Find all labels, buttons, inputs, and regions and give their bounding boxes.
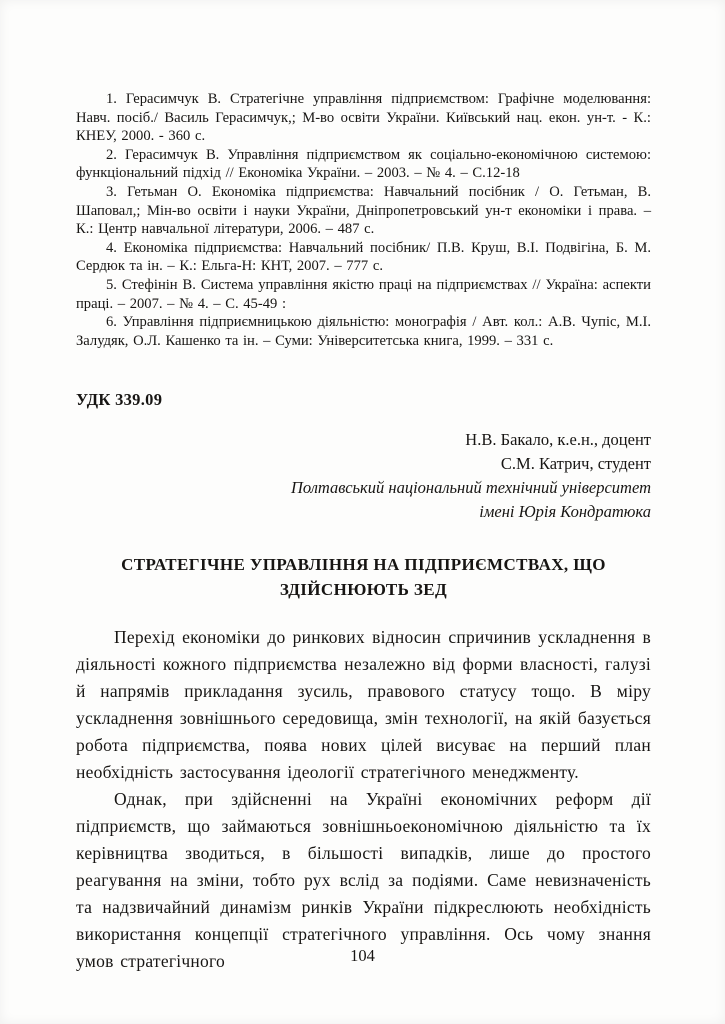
paper-title: СТРАТЕГІЧНЕ УПРАВЛІННЯ НА ПІДПРИЄМСТВАХ, ЩО ЗДІЙСНЮЮТЬ ЗЕД [121, 555, 606, 600]
affiliation-line: Полтавський національний технічний університет [290, 478, 651, 498]
author-line: Н.В. Бакало, к.е.н., доцент [465, 430, 651, 450]
reference-item: 1. Герасимчук В. Стратегічне управління підприємством: Графічне моделювання: Навч. посіб./ Василь Герасимчук,; М-во освіти України. Київський нац. екон. ун-т. - К.: КНЕУ, 2000. - 360 с. [76, 91, 651, 145]
body-paragraph: Перехід економіки до ринкових відносин спричинив ускладнення в діяльності кожного підприємства незалежно від форми власності, галузі й напрямів прикладання зусиль, правового статусу тощо. В міру ускладнення зовнішнього середовища, змін технології, на якій базується робота підприємства, поява нових цілей висуває на перший план необхідність застосування ідеології стратегічного менеджменту. [76, 627, 651, 783]
reference-item: 3. Гетьман О. Економіка підприємства: Навчальний посібник / О. Гетьман, В. Шаповал,; Мін-во освіти і науки України, Дніпропетровський ун-т економіки і права. – К.: Центр навчальної літератури, 2006. – 487 с. [76, 183, 651, 238]
body-text [76, 624, 651, 975]
udc-code: УДК 339.09 [76, 390, 163, 410]
page-number: 104 [350, 946, 375, 965]
reference-item: 4. Економіка підприємства: Навчальний посібник/ П.В. Круш, В.І. Подвігіна, Б. М. Сердюк та ін. – К.: Ельга-Н: КНТ, 2007. – 777 с. [76, 239, 651, 275]
body-paragraph: Однак, при здійсненні на Україні економічних реформ дії підприємств, що займаються зовнішньоекономічною діяльністю та їх керівництва зводиться, в більшості випадків, лише до простого реагування на зміни, тобто рух вслід за подіями. Саме невизначеність та надзвичайний динамізм ринків України підкреслюють необхідність використання концепції стратегічного управління. Ось чому знання умов стратегічного [76, 789, 651, 972]
author-line: С.М. Катрич, студент [500, 454, 651, 474]
reference-list [76, 90, 651, 350]
page-content [76, 90, 651, 975]
reference-item: 2. Герасимчук В. Управління підприємством як соціально-економічною системою: функціональний підхід // Економіка України. – 2003. – № 4. – С.12-18 [76, 146, 651, 182]
byline-block [76, 428, 651, 524]
affiliation-line: імені Юрія Кондратюка [479, 502, 651, 522]
reference-item: 6. Управління підприємницькою діяльністю: монографія / Авт. кол.: А.В. Чупіс, М.І. Залудяк, О.Л. Кашенко та ін. – Суми: Університетська книга, 1999. – 331 с. [76, 314, 651, 349]
reference-item: 5. Стефінін В. Система управління якістю праці на підприємствах // Україна: аспекти праці. – 2007. – № 4. – С. 45-49 : [76, 276, 651, 312]
